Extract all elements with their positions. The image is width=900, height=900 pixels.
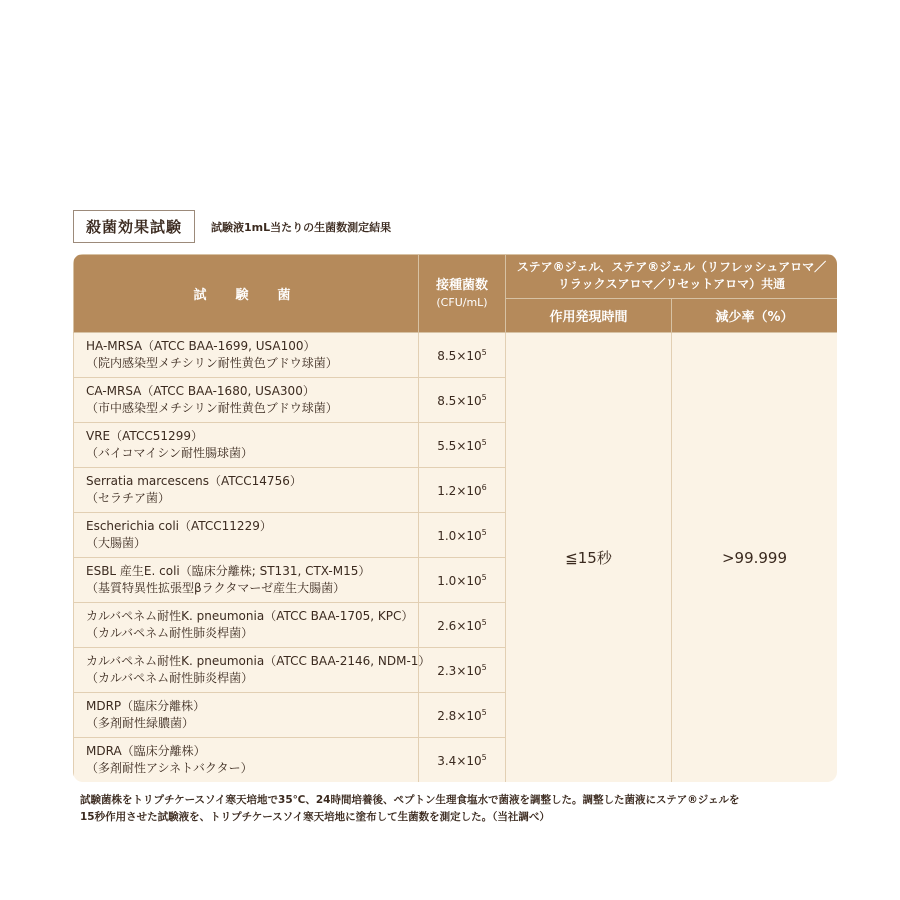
inoculum-exponent: 5: [481, 617, 487, 627]
organism-cell: [74, 558, 419, 603]
footnote-line1: 試験菌株をトリプチケースソイ寒天培地で35℃、24時間培養後、ペプトン生理食塩水で菌液を調整した。調整した菌液にステア®ジェルを: [80, 794, 740, 806]
organism-description: （大腸菌）: [86, 536, 147, 550]
organism-cell: [74, 423, 419, 468]
organism-name: HA-MRSA（ATCC BAA-1699, USA100）: [86, 338, 316, 353]
organism-cell: [74, 333, 419, 378]
inoculum-exponent: 5: [481, 527, 487, 537]
inoculum-exponent: 5: [481, 392, 487, 402]
organism-name: VRE（ATCC51299）: [86, 428, 203, 443]
inoculum-base: 8.5×10: [437, 393, 482, 408]
organism-name: カルバペネム耐性K. pneumonia（ATCC BAA-1705, KPC）: [86, 608, 414, 623]
organism-name: MDRP（臨床分離株）: [86, 698, 206, 713]
header-common-line2: リラックスアロマ／リセットアロマ）共通: [557, 277, 786, 292]
onset-time-value: ≦15秒: [506, 333, 672, 783]
inoculum-cell: [419, 333, 506, 378]
inoculum-exponent: 5: [481, 572, 487, 582]
inoculum-exponent: 6: [481, 482, 487, 492]
organism-description: （市中感染型メチシリン耐性黄色ブドウ球菌）: [86, 401, 338, 415]
table-row: [74, 333, 838, 378]
header-inoculum-unit: (CFU/mL): [436, 296, 488, 309]
inoculum-base: 2.6×10: [437, 618, 482, 633]
inoculum-exponent: 5: [481, 707, 487, 717]
header-inoculum: [419, 255, 506, 333]
inoculum-exponent: 5: [481, 662, 487, 672]
organism-name: Serratia marcescens（ATCC14756）: [86, 473, 302, 488]
inoculum-exponent: 5: [481, 752, 487, 762]
header-organism: 試 験 菌: [74, 255, 419, 333]
organism-description: （バイコマイシン耐性腸球菌）: [86, 446, 253, 460]
inoculum-exponent: 5: [481, 437, 487, 447]
inoculum-cell: [419, 423, 506, 468]
inoculum-base: 1.2×10: [437, 483, 482, 498]
organism-description: （セラチア菌）: [86, 491, 171, 505]
organism-description: （多剤耐性緑膿菌）: [86, 716, 195, 730]
organism-cell: [74, 693, 419, 738]
organism-name: MDRA（臨床分離株）: [86, 743, 206, 758]
organism-description: （院内感染型メチシリン耐性黄色ブドウ球菌）: [86, 356, 338, 370]
organism-description: （基質特異性拡張型βラクタマーゼ産生大腸菌）: [86, 581, 346, 595]
inoculum-base: 3.4×10: [437, 753, 482, 768]
inoculum-base: 5.5×10: [437, 438, 482, 453]
section-title: 殺菌効果試験: [73, 210, 195, 243]
header-inoculum-label: 接種菌数: [435, 277, 488, 293]
organism-name: カルバペネム耐性K. pneumonia（ATCC BAA-2146, NDM-1）: [86, 653, 431, 668]
section-heading: [73, 210, 391, 243]
inoculum-cell: [419, 558, 506, 603]
inoculum-base: 8.5×10: [437, 348, 482, 363]
organism-cell: [74, 468, 419, 513]
organism-name: Escherichia coli（ATCC11229）: [86, 518, 272, 533]
inoculum-cell: [419, 603, 506, 648]
header-reduction-rate: 減少率（%）: [672, 298, 838, 332]
header-common-products: [506, 255, 838, 299]
results-table-container: [73, 254, 837, 782]
inoculum-base: 1.0×10: [437, 528, 482, 543]
results-table: [73, 254, 837, 782]
inoculum-cell: [419, 513, 506, 558]
organism-name: CA-MRSA（ATCC BAA-1680, USA300）: [86, 383, 315, 398]
organism-description: （カルバペネム耐性肺炎桿菌）: [86, 626, 254, 640]
reduction-rate-value: >99.999: [672, 333, 838, 783]
inoculum-cell: [419, 468, 506, 513]
organism-cell: [74, 378, 419, 423]
header-common-line1: ステア®ジェル、ステア®ジェル（リフレッシュアロマ／: [516, 259, 827, 274]
organism-description: （多剤耐性アシネトバクター）: [86, 761, 253, 775]
inoculum-base: 1.0×10: [437, 573, 482, 588]
organism-cell: [74, 513, 419, 558]
results-table-body: [74, 333, 838, 783]
inoculum-base: 2.8×10: [437, 708, 482, 723]
inoculum-cell: [419, 738, 506, 783]
footnote-line2: 15秒作用させた試験液を、トリプチケースソイ寒天培地に塗布して生菌数を測定した。（当社調べ）: [80, 811, 550, 824]
organism-name: ESBL 産生E. coli（臨床分離株; ST131, CTX-M15）: [86, 563, 371, 578]
organism-cell: [74, 603, 419, 648]
section-subtitle: 試験液1mL当たりの生菌数測定結果: [211, 220, 392, 234]
inoculum-cell: [419, 648, 506, 693]
inoculum-base: 2.3×10: [437, 663, 482, 678]
header-onset-time: 作用発現時間: [506, 298, 672, 332]
footnote: [80, 792, 850, 827]
organism-description: （カルバペネム耐性肺炎桿菌）: [86, 671, 254, 685]
inoculum-cell: [419, 378, 506, 423]
inoculum-cell: [419, 693, 506, 738]
organism-cell: [74, 648, 431, 693]
organism-cell: [74, 738, 419, 783]
inoculum-exponent: 5: [481, 347, 487, 357]
